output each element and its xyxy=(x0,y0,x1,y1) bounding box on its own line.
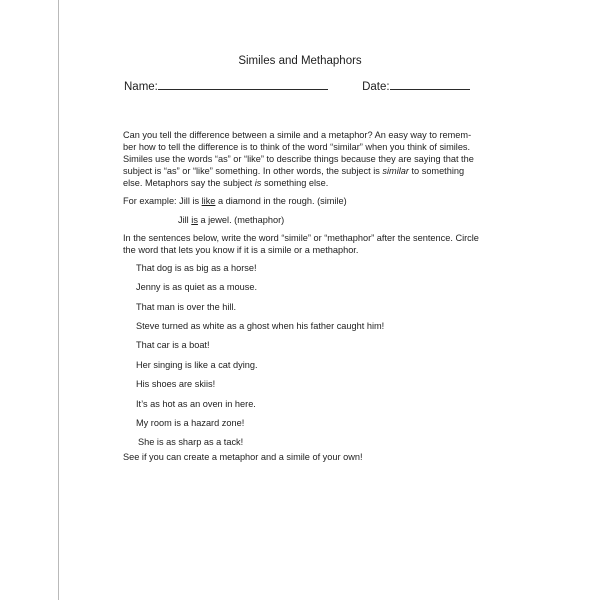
intro-line-4: subject is “as” or “like” something. In other words, the subject is xyxy=(123,166,380,177)
page-edge-line xyxy=(58,0,59,600)
sentence-list xyxy=(123,262,503,456)
intro-line-1: Can you tell the difference between a simile and a metaphor? An easy way to remem- xyxy=(123,130,472,140)
example-2-lead: Jill xyxy=(178,214,192,225)
example-metaphor xyxy=(123,214,503,226)
sentence-item: That car is a boat! xyxy=(136,340,210,351)
date-blank-line xyxy=(390,78,470,90)
instructions-paragraph xyxy=(123,232,503,256)
date-label: Date: xyxy=(362,81,390,93)
example-1-keyword: like xyxy=(201,196,216,207)
example-2-keyword: is xyxy=(191,214,198,225)
intro-is-emphasis: is xyxy=(254,178,262,189)
sentence-item: She is as sharp as a tack! xyxy=(138,437,244,448)
intro-paragraph xyxy=(123,129,503,189)
instructions-line-1: In the sentences below, write the word “simile” or “methaphor” after the sentence. Circle xyxy=(123,232,479,243)
example-simile xyxy=(123,195,503,207)
intro-line-4-tail: to something xyxy=(408,166,465,177)
sentence-item: It’s as hot as an oven in here. xyxy=(136,398,256,409)
sentence-item: My room is a hazard zone! xyxy=(136,417,245,428)
name-blank-line xyxy=(158,78,328,90)
example-1-tail: a diamond in the rough. (simile) xyxy=(215,196,347,207)
example-1-lead: For example: Jill is xyxy=(123,196,202,207)
intro-line-5: else. Metaphors say the subject xyxy=(123,178,255,189)
intro-similar-emphasis: similar xyxy=(382,166,409,177)
sentence-item: Her singing is like a cat dying. xyxy=(136,359,258,370)
example-2-tail: a jewel. (methaphor) xyxy=(197,214,285,225)
sentence-item: That dog is as big as a horse! xyxy=(136,262,257,273)
sentence-item: That man is over the hill. xyxy=(136,301,237,312)
page-title: Similes and Methaphors xyxy=(238,55,362,67)
intro-line-5-tail: something else. xyxy=(261,178,329,189)
sentence-item: His shoes are skiis! xyxy=(136,379,216,390)
name-date-row xyxy=(124,78,470,93)
name-label: Name: xyxy=(124,81,158,93)
worksheet-body xyxy=(123,129,503,463)
intro-line-2: ber how to tell the difference is to think of the word “similar” when you think of similes. xyxy=(123,142,471,153)
closing-line: See if you can create a metaphor and a simile of your own! xyxy=(123,451,363,462)
instructions-line-2: the word that lets you know if it is a simile or a methaphor. xyxy=(123,244,359,255)
sentence-item: Jenny is as quiet as a mouse. xyxy=(136,282,258,293)
intro-line-3: Similes use the words “as” or “like” to describe things because they are saying that the xyxy=(123,154,474,165)
sentence-item: Steve turned as white as a ghost when his father caught him! xyxy=(136,321,385,332)
